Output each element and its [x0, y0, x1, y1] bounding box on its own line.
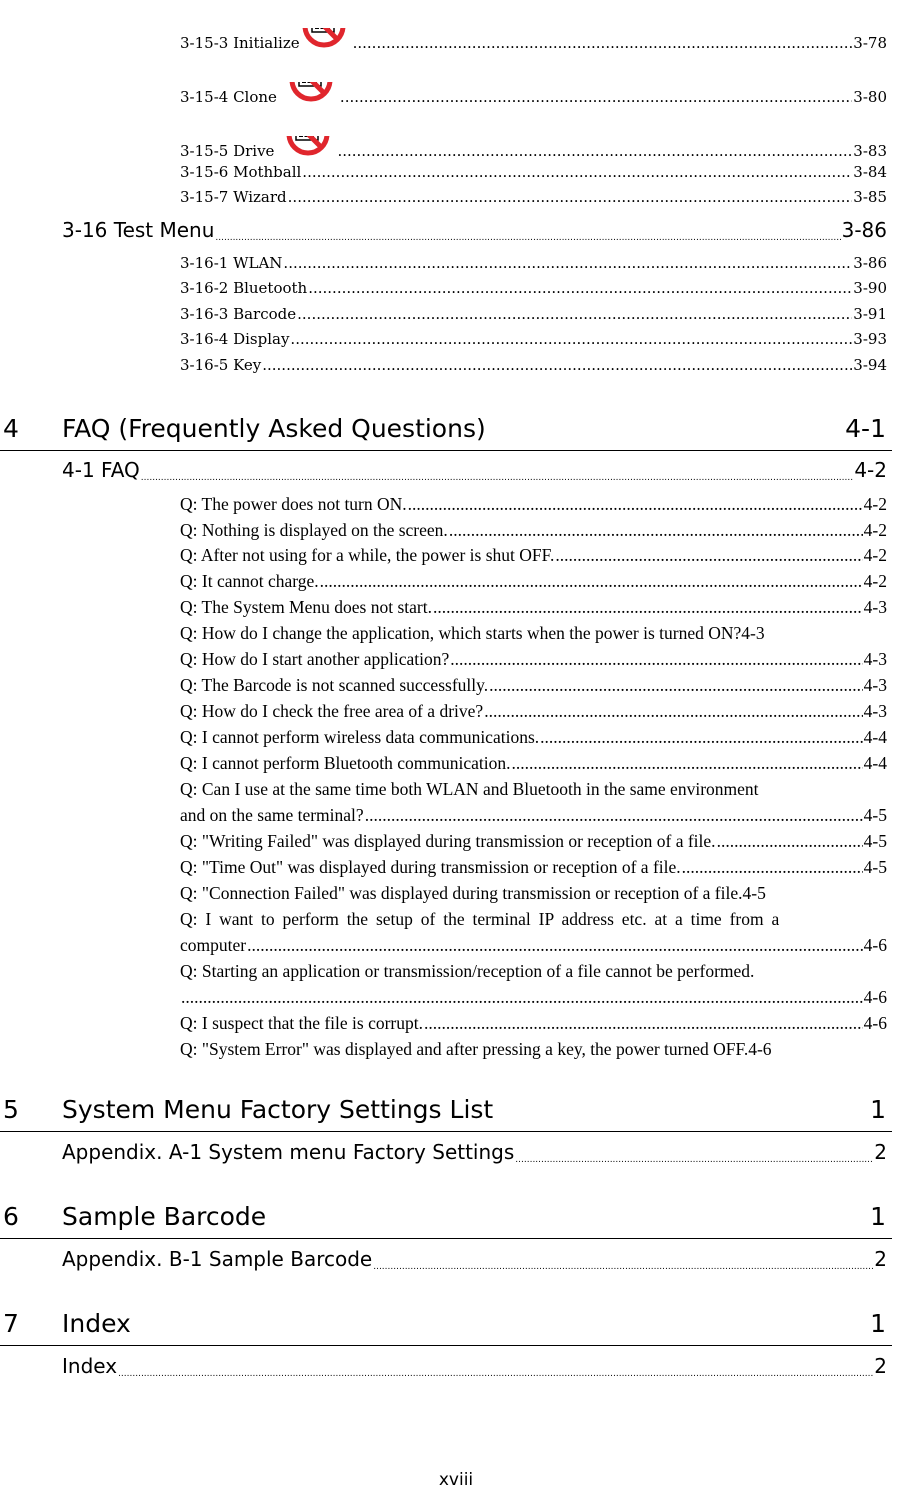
faq-entry[interactable]: [180, 649, 887, 673]
dot-leader: [682, 857, 863, 878]
faq-entry[interactable]: [180, 1013, 887, 1037]
dot-leader: [337, 142, 852, 160]
dot-leader: [717, 831, 863, 852]
toc-page-number: 4-3: [863, 649, 887, 669]
toc-entry-clone[interactable]: [180, 82, 887, 106]
chapter-page-number: 4-1: [845, 414, 886, 443]
toc-entry-text: Q: How do I change the application, which starts when the power is turned ON?4-3: [180, 623, 765, 643]
toc-page-number: 3-90: [853, 279, 887, 297]
toc-entry-text: Q: The Barcode is not scanned successfully.: [180, 675, 489, 695]
dot-leader: [489, 675, 863, 696]
toc-page-number: 4-4: [863, 753, 887, 773]
toc-page-number: 3-85: [853, 188, 887, 206]
faq-entry-continuation[interactable]: [180, 805, 887, 829]
toc-entry-text: 3-15-6 Mothball: [180, 163, 302, 181]
dot-leader: [215, 233, 840, 243]
toc-entry-drive[interactable]: [180, 136, 887, 160]
faq-entry[interactable]: [180, 623, 910, 647]
dot-leader: [511, 753, 862, 774]
toc-page-number: 4-2: [854, 458, 887, 482]
toc-page-number: 2: [874, 1354, 887, 1378]
toc-entry-text: Q: The System Menu does not start.: [180, 597, 432, 617]
toc-section-appendix-a[interactable]: [62, 1140, 887, 1170]
dot-leader: [408, 494, 863, 515]
toc-page-number: 4-2: [863, 520, 887, 540]
no-battery-icon: [302, 28, 346, 48]
faq-entry[interactable]: [180, 1039, 910, 1063]
dot-leader: [297, 305, 852, 323]
toc-section-index[interactable]: [62, 1354, 887, 1384]
toc-page-number: 2: [874, 1140, 887, 1164]
dot-leader: [340, 88, 852, 106]
faq-entry[interactable]: [180, 701, 887, 725]
toc-entry-text: 3-15-5 Drive: [180, 142, 275, 160]
faq-entry[interactable]: [180, 753, 887, 777]
toc-entry-text: and on the same terminal?: [180, 805, 364, 825]
toc-page-number: 4-6: [863, 987, 887, 1007]
toc-page-number: 3-94: [853, 356, 887, 374]
faq-entry[interactable]: [180, 545, 887, 569]
toc-entry-display[interactable]: [180, 330, 887, 354]
toc-page-number: 4-6: [863, 935, 887, 955]
toc-entry-text: 3-16-2 Bluetooth: [180, 279, 308, 297]
toc-page-number: 4-3: [863, 675, 887, 695]
toc-entry-text: computer: [180, 935, 247, 955]
faq-entry[interactable]: [180, 675, 887, 699]
chapter-number: 6: [3, 1202, 19, 1231]
toc-entry-initialize[interactable]: [180, 28, 887, 52]
faq-entry[interactable]: [180, 961, 887, 985]
dot-leader: [484, 701, 862, 722]
toc-entry-bluetooth[interactable]: [180, 279, 887, 303]
chapter-page-number: 1: [870, 1202, 886, 1231]
faq-entry[interactable]: [180, 727, 887, 751]
dot-leader: [373, 1262, 873, 1272]
toc-page-number: 3-86: [853, 254, 887, 272]
dot-leader: [365, 805, 863, 826]
toc-page-number: 4-4: [863, 727, 887, 747]
toc-entry-text: 4-1 FAQ: [62, 458, 140, 482]
dot-leader: [353, 34, 853, 52]
dot-leader: [540, 727, 863, 748]
toc-entry-text: 3-15-4 Clone: [180, 88, 277, 106]
chapter-heading-6[interactable]: [0, 1202, 892, 1239]
toc-entry-text: 3-15-7 Wizard: [180, 188, 287, 206]
toc-page-number: 4-6: [863, 1013, 887, 1033]
dot-leader: [433, 597, 863, 618]
dot-leader: [302, 163, 852, 181]
faq-entry-continuation[interactable]: [180, 987, 887, 1011]
toc-entry-text: Q: How do I check the free area of a drive?: [180, 701, 484, 721]
toc-entry-text: Q: "Writing Failed" was displayed during transmission or reception of a file.: [180, 831, 716, 851]
chapter-title: FAQ (Frequently Asked Questions): [62, 414, 486, 443]
chapter-heading-5[interactable]: [0, 1095, 892, 1132]
faq-entry[interactable]: [180, 909, 887, 933]
toc-entry-text: Q: Nothing is displayed on the screen.: [180, 520, 448, 540]
toc-entry-text: Appendix. A-1 System menu Factory Settings: [62, 1140, 515, 1164]
toc-entry-text: Q: After not using for a while, the power is shut OFF.: [180, 545, 555, 565]
toc-entry-mothball[interactable]: [180, 163, 887, 187]
toc-page-number: 4-5: [863, 805, 887, 825]
dot-leader: [288, 188, 853, 206]
faq-entry[interactable]: [180, 597, 887, 621]
chapter-page-number: 1: [870, 1309, 886, 1338]
toc-section-faq[interactable]: [62, 458, 887, 488]
toc-page-number: 3-86: [841, 218, 887, 242]
chapter-title: System Menu Factory Settings List: [62, 1095, 494, 1124]
toc-entry-key[interactable]: [180, 356, 887, 380]
faq-entry-continuation[interactable]: [180, 935, 887, 959]
toc-entry-text: Q: The power does not turn ON.: [180, 494, 407, 514]
chapter-title: Index: [62, 1309, 131, 1338]
faq-entry[interactable]: [180, 571, 887, 595]
toc-page-number: 3-80: [853, 88, 887, 106]
faq-entry[interactable]: [180, 831, 887, 855]
toc-entry-text: 3-16-3 Barcode: [180, 305, 297, 323]
toc-entry-text: 3-16-1 WLAN: [180, 254, 283, 272]
toc-page-number: 4-5: [863, 857, 887, 877]
dot-leader: [555, 545, 862, 566]
toc-entry-text: Q: I cannot perform wireless data communications.: [180, 727, 540, 747]
dot-leader: [449, 520, 863, 541]
toc-entry-text: Q: I want to perform the setup of the terminal IP address etc. at a time from a: [180, 909, 780, 929]
toc-page-number: 3-83: [853, 142, 887, 160]
toc-entry-text: Q: "Connection Failed" was displayed during transmission or reception of a file.4-5: [180, 883, 766, 903]
faq-entry[interactable]: [180, 883, 910, 907]
toc-entry-text: Index: [62, 1354, 118, 1378]
toc-entry-text: 3-15-3 Initialize: [180, 34, 300, 52]
chapter-heading-4[interactable]: [0, 414, 892, 451]
faq-entry[interactable]: [180, 857, 887, 881]
toc-page-number: 2: [874, 1247, 887, 1271]
faq-entry[interactable]: [180, 494, 887, 518]
toc-page-number: 4-5: [863, 831, 887, 851]
dot-leader: [320, 571, 863, 592]
toc-entry-wizard[interactable]: [180, 188, 887, 212]
toc-entry-text: Q: How do I start another application?: [180, 649, 450, 669]
toc-entry-wlan[interactable]: [180, 254, 887, 278]
dot-leader: [181, 987, 863, 1008]
chapter-number: 7: [3, 1309, 19, 1338]
chapter-number: 5: [3, 1095, 19, 1124]
dot-leader: [118, 1369, 873, 1379]
page-footer-number: xviii: [438, 1470, 474, 1490]
dot-leader: [283, 254, 852, 272]
dot-leader: [262, 356, 852, 374]
chapter-number: 4: [3, 414, 19, 443]
toc-entry-text: 3-16-5 Key: [180, 356, 262, 374]
toc-page-number: 3-91: [853, 305, 887, 323]
toc-section-appendix-b[interactable]: [62, 1247, 887, 1277]
no-battery-icon: [286, 136, 330, 156]
toc-entry-text: Appendix. B-1 Sample Barcode: [62, 1247, 373, 1271]
toc-page-number: 4-2: [863, 545, 887, 565]
dot-leader: [141, 473, 854, 483]
faq-entry[interactable]: [180, 520, 887, 544]
dot-leader: [515, 1155, 873, 1165]
toc-entry-text: 3-16-4 Display: [180, 330, 290, 348]
toc-page-number: 4-3: [863, 597, 887, 617]
toc-page-number: 4-3: [863, 701, 887, 721]
chapter-heading-7[interactable]: [0, 1309, 892, 1346]
faq-entry[interactable]: [180, 779, 887, 803]
chapter-title: Sample Barcode: [62, 1202, 267, 1231]
toc-page-number: 3-93: [853, 330, 887, 348]
dot-leader: [424, 1013, 863, 1034]
dot-leader: [290, 330, 852, 348]
toc-entry-text: Q: "System Error" was displayed and after pressing a key, the power turned OFF.4-6: [180, 1039, 772, 1059]
no-battery-icon: [289, 82, 333, 102]
toc-page-number: 3-78: [853, 34, 887, 52]
toc-entry-text: Q: I suspect that the file is corrupt.: [180, 1013, 423, 1033]
toc-page-number: 4-2: [863, 571, 887, 591]
toc-entry-text: Q: It cannot charge.: [180, 571, 319, 591]
toc-page-number: 3-84: [853, 163, 887, 181]
toc-section-test-menu[interactable]: [62, 218, 887, 248]
toc-entry-text: Q: Can I use at the same time both WLAN and Bluetooth in the same environment: [180, 779, 759, 799]
dot-leader: [308, 279, 852, 297]
toc-entry-text: Q: "Time Out" was displayed during transmission or reception of a file.: [180, 857, 681, 877]
toc-entry-barcode[interactable]: [180, 305, 887, 329]
toc-entry-text: 3-16 Test Menu: [62, 218, 215, 242]
toc-page-number: 4-2: [863, 494, 887, 514]
dot-leader: [247, 935, 863, 956]
dot-leader: [450, 649, 862, 670]
chapter-page-number: 1: [870, 1095, 886, 1124]
toc-entry-text: Q: Starting an application or transmission/reception of a file cannot be performed.: [180, 961, 755, 981]
toc-entry-text: Q: I cannot perform Bluetooth communication.: [180, 753, 511, 773]
